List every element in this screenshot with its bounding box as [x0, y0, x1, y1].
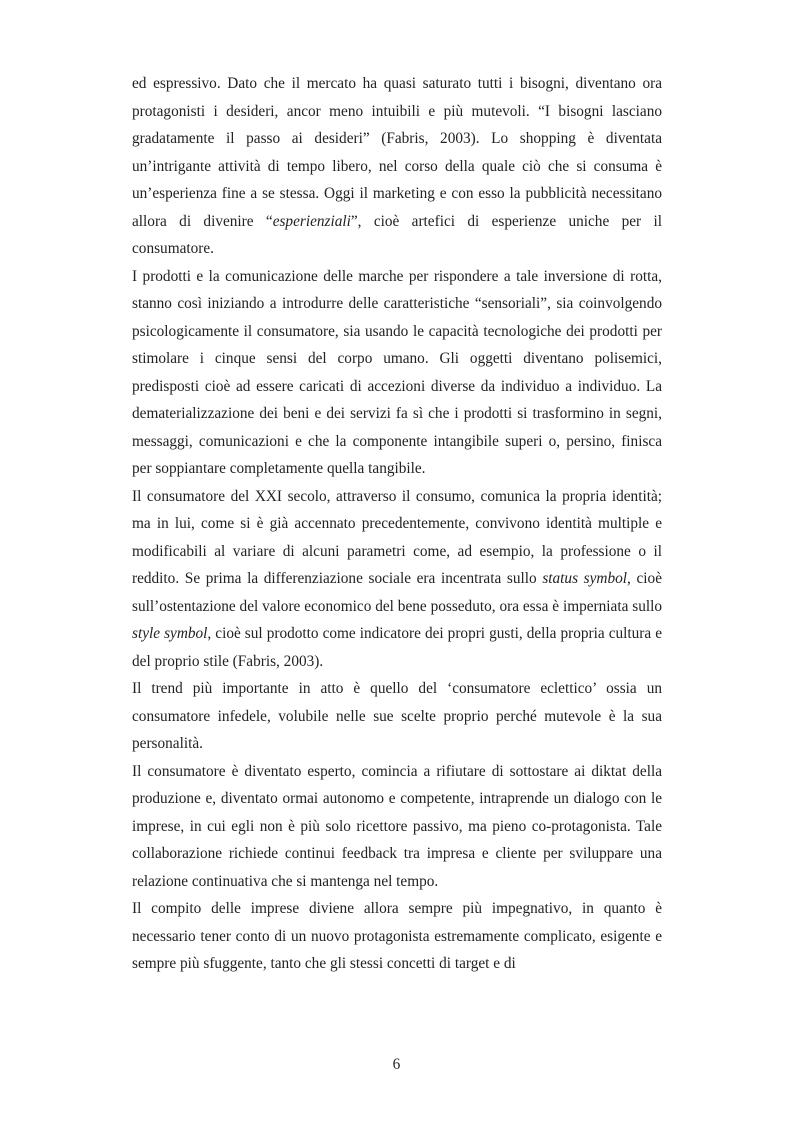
paragraph-6	[132, 895, 662, 978]
paragraph-1-text: ed espressivo. Dato che il mercato ha quasi saturato tutti i bisogni, diventano ora protagonisti i desideri, ancor meno intuibili e più mutevoli. “I bisogni lasciano gradatamente il passo ai desideri” (Fabris, 2003). Lo shopping è diventata un’intrigante attività di tempo libero, nel corso della quale ciò che si consuma è un’esperienza fine a se stessa. Oggi il marketing e con esso la pubblicità necessitano allora di divenire “	[132, 75, 662, 230]
page-number: 6	[392, 1056, 401, 1073]
paragraph-2-text: I prodotti e la comunicazione delle marche per rispondere a tale inversione di rotta, stanno così iniziando a introdurre delle caratteristiche “sensoriali”, sia coinvolgendo psicologicamente il consumatore, sia usando le capacità tecnologiche dei prodotti per stimolare i cinque sensi del corpo umano. Gli oggetti diventano polisemici, predisposti cioè ad essere caricati di accezioni diverse da individuo a individuo. La dematerializzazione dei beni e dei servizi fa sì che i prodotti si trasformino in segni, messaggi, comunicazioni e che la componente intangibile superi o, persino, finisca per soppiantare completamente quella tangibile.	[132, 267, 662, 477]
paragraph-6-text: Il compito delle imprese diviene allora sempre più impegnativo, in quanto è necessario tener conto di un nuovo protagonista estremamente complicato, esigente e sempre più sfuggente, tanto che gli stessi concetti di target e di	[132, 900, 662, 972]
document-body	[132, 70, 662, 978]
paragraph-1	[132, 70, 662, 263]
paragraph-3-text: Il consumatore del XXI secolo, attraverso il consumo, comunica la propria identità; ma in lui, come si è già accennato precedentemente, convivono identità multiple e modificabili al variare di alcuni parametri come, ad esempio, la professione o il reddito. Se prima la differenziazione sociale era incentrata sullo	[132, 487, 662, 587]
paragraph-2	[132, 263, 662, 483]
paragraph-3	[132, 483, 662, 676]
paragraph-5	[132, 758, 662, 896]
paragraph-1-text-end: ”, cioè artefici di esperienze uniche per il consumatore.	[132, 212, 662, 257]
paragraph-3-text-end: , cioè sul prodotto come indicatore dei propri gusti, della propria cultura e del proprio stile (Fabris, 2003).	[132, 625, 663, 670]
paragraph-5-text: Il consumatore è diventato esperto, comincia a rifiutare di sottostare ai diktat della produzione e, diventato ormai autonomo e competente, intraprende un dialogo con le imprese, in cui egli non è più solo ricettore passivo, ma pieno co-protagonista. Tale collaborazione richiede continui feedback tra impresa e cliente per sviluppare una relazione continuativa che si mantenga nel tempo.	[132, 762, 662, 890]
italic-term-esperienziali: esperienziali	[272, 212, 351, 230]
paragraph-4-text: Il trend più importante in atto è quello del ‘consumatore eclettico’ ossia un consumatore infedele, volubile nelle sue scelte proprio perché mutevole è la sua personalità.	[132, 680, 662, 752]
paragraph-4	[132, 675, 662, 758]
italic-term-status-symbol: status symbol	[542, 570, 628, 587]
italic-term-style-symbol: style symbol	[132, 625, 208, 642]
paragraph-3-text-middle: , cioè sull’ostentazione del valore economico del bene posseduto, ora essa è imperniata sullo	[132, 570, 662, 615]
